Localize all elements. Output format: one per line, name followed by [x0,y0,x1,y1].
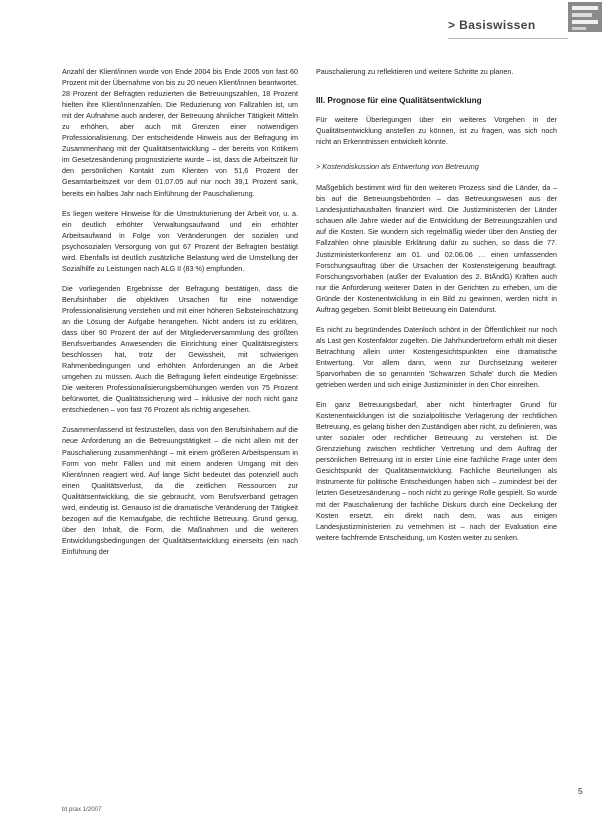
section-heading: III. Prognose für eine Qualitätsentwicklung [316,96,482,106]
left-column [62,66,298,566]
right-intro-paragraph: Pauschalierung zu reflektieren und weitere Schritte zu planen. [316,67,514,76]
right-paragraph-3: Ein ganz Betreuungsbedarf, aber nicht hinterfragter Grund für Kostenentwicklungen ist die sozialpolitische Verlagerung der rechtlichen Betreuung, es gelang bisher den Zuständigen aber nicht, zu definieren, was unter sozialer oder rechtlicher Betreuung zu verstehen ist. Die Grenzziehung zwischen rechtlicher Vertretung und dem Auftrag der persönlichen Betreuung ist in erster Linie eine fachliche Frage unter dem Gesichtspunkt der Qualitätsentwicklung. Fachliche Beurteilungen als Instrumente für politische Entscheidungen haben sich – zumindest bei der letzten Gesetzesänderung – noch nicht zu geringe Rolle gespielt. So wurde mit der Pauschalierung der fachliche Diskurs durch eine Deckelung der Kosten ersetzt, ein direkt nach dem, was aus einigen Landesjustizministerien zu vernehmen ist – nach der Evaluation eine weitere fachfremde Entscheidung, um Kosten weiter zu senken. [316,400,557,542]
right-column [316,66,557,552]
header-rule [448,38,568,39]
left-paragraph-3: Die vorliegenden Ergebnisse der Befragung bestätigen, dass die Berufsinhaber die objektiven Ursachen für eine notwendige Professionalisierung verstehen und mit einer höheren Selbsteinschätzung an die Lösung der Aufgabe herangehen. Nicht anders ist zu erklären, dass über 90 Prozent der auf der Mitgliederversammlung des größten Berufsverbandes Anwesenden die Einrichtung einer Qualitätsregisters beschlossen hat, trotz der Gewissheit, mit schwierigen Rahmenbedingungen und erhöhten Anforderungen an die Arbeit umgehen zu müssen. Auch die Befragung liefert eindeutige Ergebnisse: Die weiteren Professionalisierungsbemühungen werden von 75 Prozent befürwortet, die Qualitätssicherung wird – inklusive der noch nicht ganz entschiedenen – von fast 76 Prozent als richtig angesehen. [62,283,298,415]
header-section-label: > Basiswissen [448,18,536,32]
page-number: 5 [578,786,583,796]
section-intro-paragraph: Für weitere Überlegungen über ein weiteres Vorgehen in der Qualitätsentwicklung anstellen zu können, ist zu fragen, was sich noch nicht an Erkenntnissen entwickelt könnte. [316,115,557,147]
left-paragraph-2: Es liegen weitere Hinweise für die Umstrukturierung der Arbeit vor, u. a. ein deutlich erhöhter Verwaltungsaufwand und ein erhöhter Arbeitsaufwand in Folge von Veränderungen der sozialen und psychosozialen Versorgung von gut 67 Prozent der Befragten bestätigt wird. Ebenfalls ist deutlich zusätzliche Belastung wird die Umstellung der Sozialhilfe zu Leistungen nach ALG II (83 %) empfunden. [62,208,298,273]
right-paragraph-2: Es nicht zu begründendes Datenloch schönt in der Öffentlichkeit nur noch als Last gen Kostenfaktor zugelten. Die Jahrhundertreform erhält mit dieser Betrachtung allein unter Kostengesichtspunkten eine dramatische Entwertung. Vor allem dann, wenn zur Durchsetzung weiterer Sparvorhaben die so genannten 'Schwarzen Schafe' durch die Medien getrieben werden und sich einige Justizminister in den Chor einreihen. [316,324,557,390]
left-paragraph-4: Zusammenfassend ist festzustellen, dass von den Berufsinhabern auf die neue Anforderung an die Betreuungstätigkeit – die nicht allein mit der Pauschalierung zusammenhängt – mit einem größeren Arbeitspensum in Form von mehr Fällen und mit einem anderen Umgang mit den Klient/innen reagiert wird. Auf lange Sicht bedeutet das potenziell auch einen Qualitätsverlust, da die zeitlichen Ressourcen zur Qualitätsentwicklung, die sie gebraucht, vom Berufsverband getragen wird, eindeutig ist. Genauso ist die dramatische Veränderung der Tätigkeit bezogen auf die Kernaufgabe, die rechtliche Betreuung. Grund genug, über den Inhalt, die Form, die Maßnahmen und die weiteren Entwicklungsbedingungen der Qualitätsentwicklung einerseits (ein nach Einführung der [62,425,298,556]
subheading: > Kostendiskussion als Entwertung von Betreuung [316,162,479,172]
left-paragraph-1: Anzahl der Klient/innen wurde von Ende 2004 bis Ende 2005 von fast 60 Prozent mit der Übernahme von bis zu 20 neuen Klient/innen beantwortet. 28 Prozent der Befragten reduzierten die Betreuungszahlen, 18 Prozent hielten ihre Klient/innenzahlen. Die Reduzierung von Fallzahlen ist, um mit der Aufnahme auch anderer, der Betreuung ähnlicher Tätigkeit Mitteln zu erhöhen, aber auch mit Grenzen einer notwendigen Professionalisierung. Der entscheidende Hinweis aus der Befragung im Zusammenhang mit der Qualitätsentwicklung – der bereits von Kritikern im Gesetzesänderung prognostizierte wurde – ist, dass die Arbeitszeit für den persönlichen Kontakt zum Klienten von 51,6 Prozent der Gesamtarbeitszeit vor dem 01.07.05 auf nur noch 39,1 Prozent sank, bereits ein halbes Jahr nach Einführung der Pauschalierung. [62,67,298,198]
journal-logo-icon [568,2,602,32]
right-paragraph-1: Maßgeblich bestimmt wird für den weiteren Prozess sind die Länder, da – bis auf die Betreuungsbehörden – das Betreuungswesen aus der Landesjustizhaushalten finanziert wird. Die Justizministerien der Länder schauen alle Jahre wieder auf die Entwicklung der Betreuungszahlen und auf die Kosten. Sie wundern sich regelmäßig wieder über den Anstieg der Fallzahlen ohne plausible Erklärung dafür zu suchen, so dass die 77. Justizministerkonferenz am 01. und 02.06.06 … einen umfassenden Forschungsauftrag über die Ursachen der Kostensteigerung beauftragt. Forschungsvorhaben (außer der Evaluation des 2. BtÄndG) Kräften auch nur die Anforderung weiterer Daten in der Gerichten zu erheben, um die Gründe der Kostenentwicklung in ein Bild zu gewinnen, werden nicht in Auftrag gegeben. Somit bleibt Betreuung ein Datendurst. [316,183,557,314]
footer-journal: bt prax 1/2007 [62,806,102,813]
